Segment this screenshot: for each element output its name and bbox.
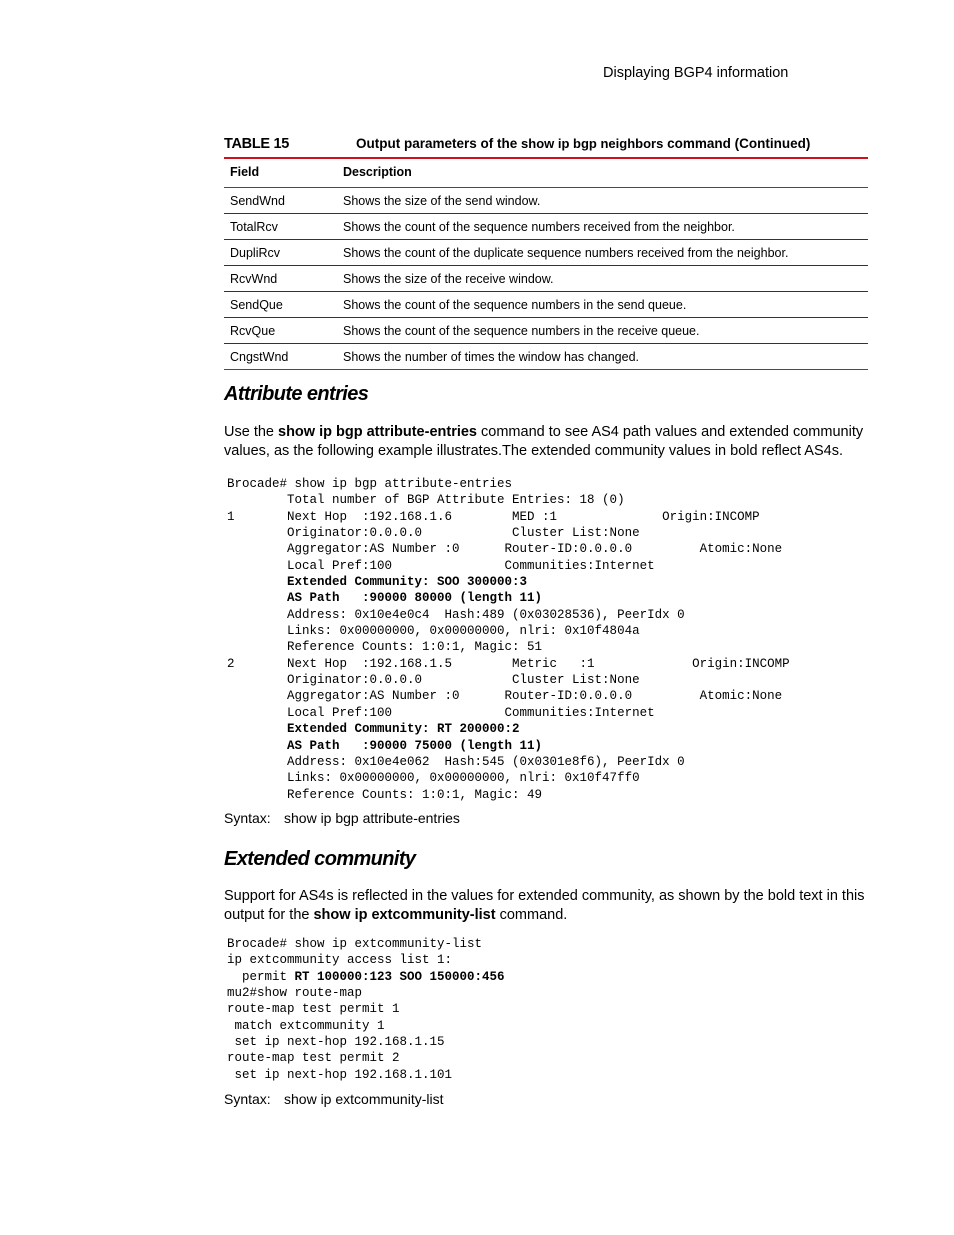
- table-title: [356, 136, 810, 151]
- field-cell: SendWnd: [224, 188, 337, 214]
- code-line: AS Path :90000 75000 (length 11): [227, 738, 543, 753]
- para-text: Use the: [224, 424, 274, 440]
- table-row: [224, 318, 868, 344]
- table-row: [224, 344, 868, 370]
- table-title-command: show ip bgp neighbors: [521, 136, 664, 151]
- code-line: Brocade# show ip bgp attribute-entries: [227, 477, 513, 491]
- code-line: 2 Next Hop :192.168.1.5 Metric :1 Origin:INCOMP: [227, 656, 790, 671]
- table-row: [224, 214, 868, 240]
- attribute-entries-code-block: [227, 476, 790, 803]
- description-cell: Shows the count of the sequence numbers received from the neighbor.: [337, 214, 868, 240]
- code-line: route-map test permit 1: [227, 1002, 400, 1017]
- code-line: Reference Counts: 1:0:1, Magic: 49: [227, 787, 543, 802]
- extended-community-syntax: [224, 1091, 444, 1107]
- extended-community-paragraph: [224, 887, 874, 924]
- code-line: Brocade# show ip extcommunity-list: [227, 937, 483, 951]
- attribute-entries-paragraph: [224, 423, 874, 460]
- description-cell: Shows the number of times the window has changed.: [337, 344, 868, 370]
- extended-community-code-block: [227, 936, 505, 1083]
- table-title-prefix: Output parameters of the: [356, 136, 518, 151]
- code-line: mu2#show route-map: [227, 986, 363, 1001]
- code-line: set ip next-hop 192.168.1.15: [227, 1035, 445, 1050]
- field-cell: CngstWnd: [224, 344, 337, 370]
- code-line: Address: 0x10e4e0c4 Hash:489 (0x03028536), PeerIdx 0: [227, 607, 685, 622]
- code-line: 1 Next Hop :192.168.1.6 MED :1 Origin:INCOMP: [227, 509, 760, 524]
- table-row: [224, 266, 868, 292]
- syntax-label: Syntax:: [224, 810, 271, 826]
- description-cell: Shows the size of the send window.: [337, 188, 868, 214]
- description-cell: Shows the count of the duplicate sequence numbers received from the neighbor.: [337, 240, 868, 266]
- syntax-label: Syntax:: [224, 1091, 271, 1107]
- field-cell: RcvQue: [224, 318, 337, 344]
- description-cell: Shows the size of the receive window.: [337, 266, 868, 292]
- code-line: match extcommunity 1: [227, 1018, 385, 1033]
- column-header-description: Description: [337, 157, 868, 188]
- code-line: Local Pref:100 Communities:Internet: [227, 705, 655, 720]
- code-line: Reference Counts: 1:0:1, Magic: 51: [227, 640, 543, 655]
- section-heading-attribute-entries: Attribute entries: [224, 383, 369, 405]
- column-header-field: Field: [224, 157, 337, 188]
- code-line: permit RT 100000:123 SOO 150000:456: [227, 969, 505, 984]
- para-text: command to see AS4 path values and extended community values, as the following example illustrates.The extended community values in bold reflect AS4s.: [224, 424, 864, 459]
- syntax-command: show ip extcommunity-list: [284, 1091, 444, 1107]
- code-line: Links: 0x00000000, 0x00000000, nlri: 0x10f4804a: [227, 624, 640, 639]
- field-cell: DupliRcv: [224, 240, 337, 266]
- code-line: route-map test permit 2: [227, 1051, 400, 1066]
- table-row: [224, 240, 868, 266]
- field-cell: SendQue: [224, 292, 337, 318]
- table-title-suffix: command (Continued): [667, 136, 811, 151]
- code-line: Extended Community: SOO 300000:3: [227, 575, 528, 590]
- para-text: command.: [499, 906, 568, 923]
- field-cell: TotalRcv: [224, 214, 337, 240]
- code-line: Aggregator:AS Number :0 Router-ID:0.0.0.0 Atomic:None: [227, 542, 783, 557]
- table-row: [224, 188, 868, 214]
- command-name: show ip extcommunity-list: [313, 906, 496, 923]
- code-line: Extended Community: RT 200000:2: [227, 722, 520, 737]
- code-line: set ip next-hop 192.168.1.101: [227, 1067, 453, 1082]
- code-line: Links: 0x00000000, 0x00000000, nlri: 0x10f47ff0: [227, 771, 640, 786]
- table-row: [224, 292, 868, 318]
- command-name: show ip bgp attribute-entries: [278, 424, 477, 440]
- code-line: Originator:0.0.0.0 Cluster List:None: [227, 673, 640, 688]
- syntax-command: show ip bgp attribute-entries: [284, 810, 460, 826]
- code-line: Local Pref:100 Communities:Internet: [227, 558, 655, 573]
- running-header: Displaying BGP4 information: [603, 65, 789, 81]
- description-cell: Shows the count of the sequence numbers in the receive queue.: [337, 318, 868, 344]
- para-text: Support for AS4s is reflected in the values for extended community, as shown by the bold text in this output for the: [224, 888, 865, 923]
- parameters-table: [224, 157, 868, 370]
- code-line: Total number of BGP Attribute Entries: 18 (0): [227, 493, 625, 508]
- table-caption: [224, 135, 868, 159]
- description-cell: Shows the count of the sequence numbers in the send queue.: [337, 292, 868, 318]
- field-cell: RcvWnd: [224, 266, 337, 292]
- code-line: AS Path :90000 80000 (length 11): [227, 591, 543, 606]
- code-line: Originator:0.0.0.0 Cluster List:None: [227, 526, 640, 541]
- code-line: Aggregator:AS Number :0 Router-ID:0.0.0.0 Atomic:None: [227, 689, 783, 704]
- table-header-row: [224, 157, 868, 188]
- code-line: ip extcommunity access list 1:: [227, 953, 453, 968]
- table-number: TABLE 15: [224, 136, 290, 152]
- section-heading-extended-community: Extended community: [224, 848, 416, 870]
- code-line: Address: 0x10e4e062 Hash:545 (0x0301e8f6), PeerIdx 0: [227, 754, 685, 769]
- attribute-entries-syntax: [224, 810, 460, 826]
